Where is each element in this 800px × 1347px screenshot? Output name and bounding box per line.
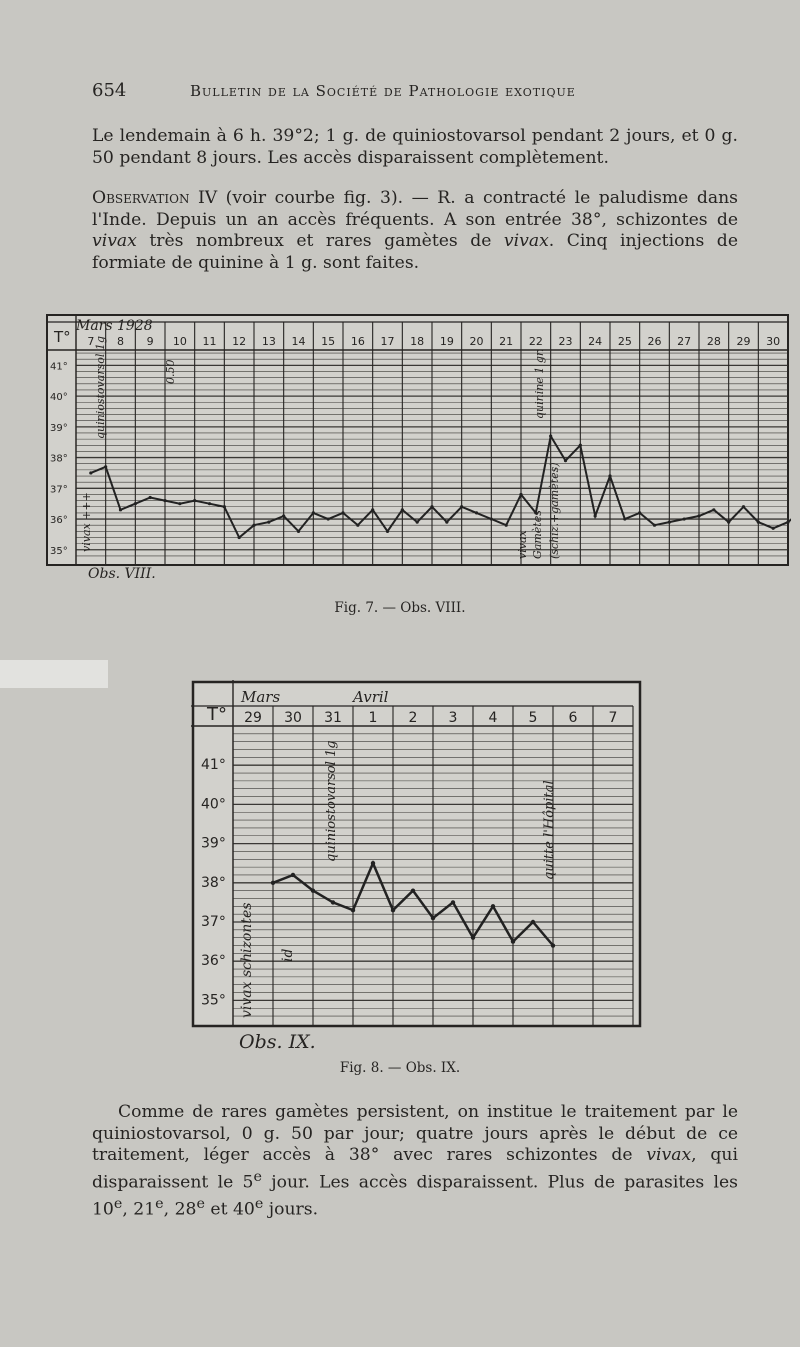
temperature-point <box>341 511 344 514</box>
temp-label-38: 38° <box>50 453 68 465</box>
temperature-point <box>401 508 404 511</box>
fig7-note-quinine: quinine 1 gr. <box>533 348 546 419</box>
fig7-note-vivax-2: vivax <box>516 530 529 559</box>
temperature-point <box>327 517 330 520</box>
temperature-point <box>786 521 789 524</box>
paragraph-2: Observation IV (voir courbe fig. 3). — R. a contracté le paludisme dans l'Inde. Depuis un an accès fréquents. A son entrée 38°, schizontes de vivax très nombreux et rares gamètes de vivax. Cinq injections de formiate de quinine à 1 g. sont faites. <box>92 188 738 273</box>
figure-7-caption: Fig. 7. — Obs. VIII. <box>334 600 466 616</box>
day-label-10: 10 <box>172 335 187 348</box>
temperature-point <box>411 888 415 892</box>
temperature-point <box>386 530 389 533</box>
day-label-2: 2 <box>408 710 418 726</box>
temperature-point <box>430 505 433 508</box>
temp-label-40: 40° <box>201 796 226 813</box>
temperature-point <box>297 530 300 533</box>
fig8-note-id: id <box>280 948 296 962</box>
temperature-point <box>742 505 745 508</box>
temperature-point <box>623 517 626 520</box>
temp-label-39: 39° <box>201 835 226 852</box>
day-label-24: 24 <box>588 335 603 348</box>
temp-label-36: 36° <box>50 515 68 527</box>
temp-label-35: 35° <box>201 992 226 1009</box>
day-label-1: 1 <box>368 710 378 726</box>
day-label-29: 29 <box>244 710 262 726</box>
observation-label: Observation IV <box>92 188 218 208</box>
temperature-point <box>511 939 515 943</box>
day-label-23: 23 <box>558 335 573 348</box>
fig8-month-2: Avril <box>353 688 389 706</box>
temp-label-37: 37° <box>50 484 68 496</box>
fig8-note-quiniostovarsol: quiniostovarsol 1g <box>324 740 339 862</box>
day-label-25: 25 <box>617 335 632 348</box>
day-label-7: 7 <box>608 710 618 726</box>
temperature-point <box>371 508 374 511</box>
temperature-point <box>549 434 552 437</box>
temperature-point <box>291 873 295 877</box>
day-label-26: 26 <box>647 335 662 348</box>
temperature-point <box>697 514 700 517</box>
fig7-month-label: Mars 1928 <box>76 318 153 334</box>
temperature-point <box>638 511 641 514</box>
temperature-point <box>564 459 567 462</box>
temperature-point <box>311 888 315 892</box>
temperature-point <box>531 920 535 924</box>
temperature-point <box>668 521 671 524</box>
temperature-point <box>163 499 166 502</box>
temperature-point <box>445 521 448 524</box>
fig8-note-schizontes: vivax schizontes <box>239 902 255 1018</box>
running-head <box>92 80 738 104</box>
day-label-21: 21 <box>499 335 514 348</box>
temperature-point <box>653 524 656 527</box>
temperature-point <box>104 465 107 468</box>
fig7-corner-label: T° <box>54 328 71 346</box>
day-label-18: 18 <box>410 335 425 348</box>
temperature-point <box>178 502 181 505</box>
temperature-point <box>252 524 255 527</box>
temperature-point <box>757 521 760 524</box>
day-label-30: 30 <box>766 335 781 348</box>
fig7-note-vivax: vivax +++ <box>80 492 93 552</box>
fig8-corner-label: T° <box>207 704 227 725</box>
day-label-5: 5 <box>528 710 538 726</box>
figure-7-temperature-chart <box>46 314 791 584</box>
temp-label-41: 41° <box>50 361 68 373</box>
paragraph-1: Le lendemain à 6 h. 39°2; 1 g. de quiniostovarsol pendant 2 jours, et 0 g. 50 pendant 8 jours. Les accès disparaissent complètement. <box>92 126 738 168</box>
temperature-point <box>267 521 270 524</box>
temp-label-38: 38° <box>201 874 226 891</box>
day-label-9: 9 <box>146 335 154 348</box>
day-label-6: 6 <box>568 710 578 726</box>
temp-label-37: 37° <box>201 914 226 930</box>
temperature-point <box>471 935 475 939</box>
day-label-22: 22 <box>528 335 543 348</box>
temp-label-35: 35° <box>50 545 68 557</box>
temperature-point <box>519 493 522 496</box>
day-label-17: 17 <box>380 335 395 348</box>
fig7-obs-tag: Obs. VIII. <box>88 566 156 582</box>
temperature-point <box>505 524 508 527</box>
day-label-20: 20 <box>469 335 484 348</box>
page-number: 654 <box>92 80 127 101</box>
fig7-note-schiz: (schiz.+gamètes) <box>548 462 561 559</box>
temperature-point <box>491 904 495 908</box>
day-label-15: 15 <box>321 335 336 348</box>
day-label-31: 31 <box>324 710 342 726</box>
day-label-19: 19 <box>439 335 454 348</box>
temperature-point <box>490 517 493 520</box>
temperature-point <box>149 496 152 499</box>
temperature-point <box>579 444 582 447</box>
temperature-point <box>772 527 775 530</box>
temperature-point <box>683 517 686 520</box>
temp-label-39: 39° <box>50 422 68 434</box>
temperature-point <box>223 505 226 508</box>
day-label-14: 14 <box>291 335 306 348</box>
fig8-month-1: Mars <box>241 688 281 706</box>
temperature-point <box>608 474 611 477</box>
temperature-point <box>134 502 137 505</box>
temperature-point <box>451 900 455 904</box>
page-stain <box>0 660 108 688</box>
fig8-obs-tag: Obs. IX. <box>239 1031 316 1052</box>
day-label-27: 27 <box>677 335 692 348</box>
temperature-point <box>475 511 478 514</box>
fig7-note-dose: 0.50 <box>164 359 177 384</box>
temp-label-36: 36° <box>201 953 226 970</box>
temperature-point <box>312 511 315 514</box>
temperature-point <box>727 521 730 524</box>
figure-8-temperature-chart <box>191 680 646 1052</box>
temperature-point <box>460 505 463 508</box>
day-label-30: 30 <box>284 710 302 726</box>
temperature-point <box>193 499 196 502</box>
temperature-point <box>238 536 241 539</box>
temperature-point <box>594 514 597 517</box>
day-label-12: 12 <box>232 335 247 348</box>
temp-label-41: 41° <box>201 757 226 774</box>
day-label-13: 13 <box>261 335 276 348</box>
temperature-point <box>208 502 211 505</box>
temperature-point <box>371 861 375 865</box>
temperature-point <box>356 524 359 527</box>
temperature-point <box>391 908 395 912</box>
temperature-point <box>551 943 555 947</box>
temperature-point <box>89 471 92 474</box>
temperature-point <box>271 881 275 885</box>
figure-8-caption: Fig. 8. — Obs. IX. <box>339 1060 461 1076</box>
day-label-16: 16 <box>350 335 365 348</box>
temperature-point <box>351 908 355 912</box>
day-label-29: 29 <box>736 335 751 348</box>
fig7-note-quiniostovarsol: quiniostovarsol 1g <box>94 336 107 439</box>
temperature-point <box>282 514 285 517</box>
journal-title: Bulletin de la Société de Pathologie exotique <box>190 82 576 100</box>
day-label-8: 8 <box>117 335 124 348</box>
day-label-28: 28 <box>706 335 721 348</box>
day-label-7: 7 <box>87 335 95 348</box>
temperature-point <box>712 508 715 511</box>
fig7-note-gametes: Gamètes <box>531 510 544 559</box>
temperature-point <box>331 900 335 904</box>
day-label-4: 4 <box>488 710 498 726</box>
temperature-point <box>431 916 435 920</box>
day-label-3: 3 <box>448 710 458 726</box>
temp-label-40: 40° <box>50 392 68 404</box>
temperature-point <box>416 521 419 524</box>
paragraph-3: Comme de rares gamètes persistent, on institue le traitement par le quiniostovarsol, 0 g. 50 par jour; quatre jours après le début de ce traitement, léger accès à 38° avec rares schizontes de vivax, qui disparaissent le 5e jour. Les accès disparaissent. Plus de parasites les 10e, 21e, 28e et 40e jours. <box>92 1102 738 1220</box>
fig8-note-quitte: quitte l'Hôpital <box>542 780 557 880</box>
day-label-11: 11 <box>202 335 217 348</box>
temperature-point <box>119 508 122 511</box>
